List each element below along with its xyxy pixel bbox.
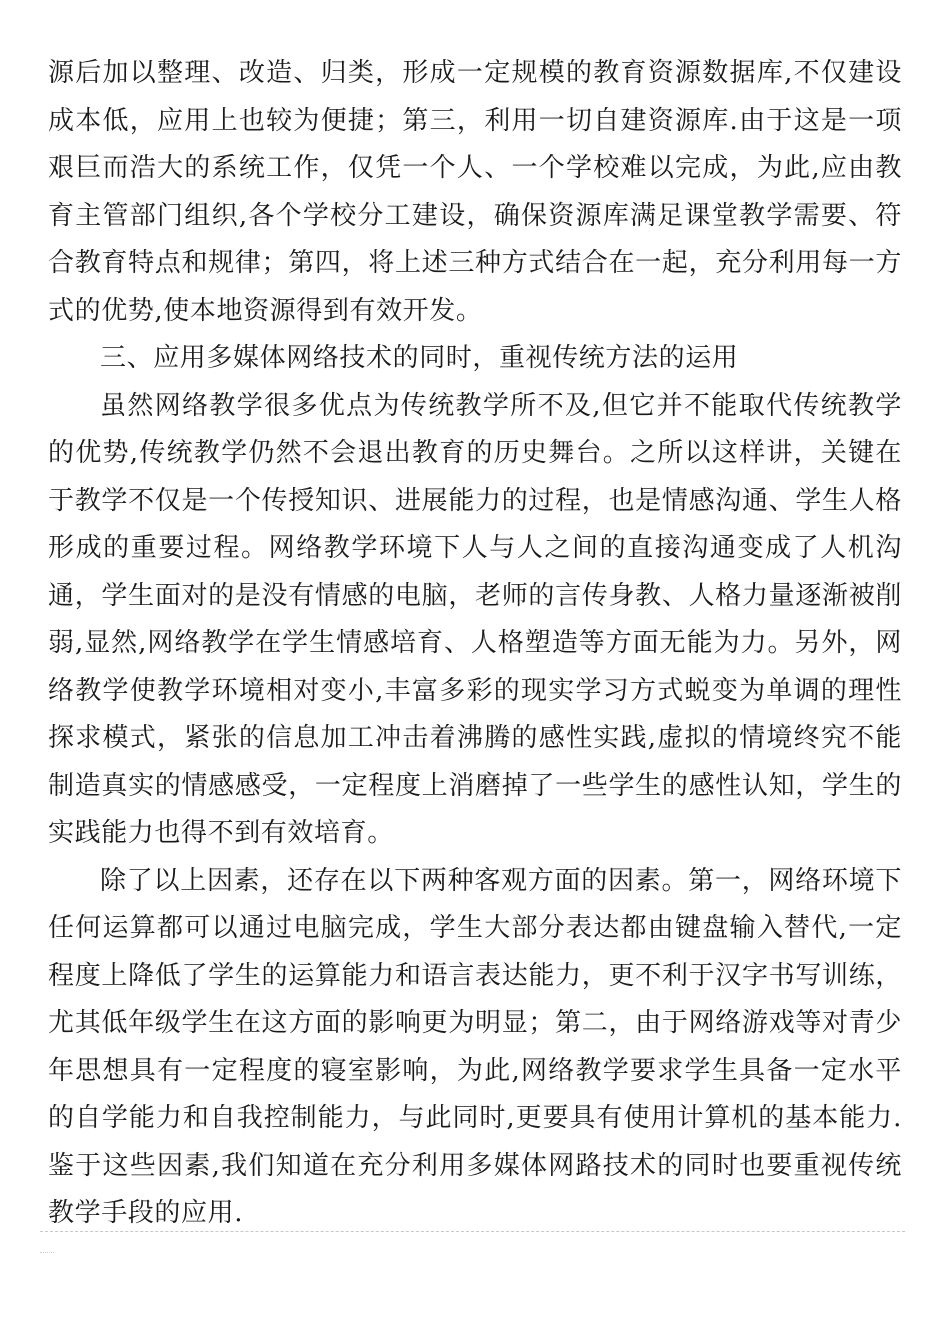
paragraph-continuation: 源后加以整理、改造、归类，形成一定规模的教育资源数据库,不仅建设成本低，应用上也较为便捷；第三，利用一切自建资源库.由于这是一项艰巨而浩大的系统工作，仅凭一个人、一个学校难以完成，为此,应由教育主管部门组织,各个学校分工建设，确保资源库满足课堂教学需要、符合教育特点和规律；第四，将上述三种方式结合在一起，充分利用每一方式的优势,使本地资源得到有效开发。 [48, 58, 902, 326]
paragraph-objective-factors: 除了以上因素，还存在以下两种客观方面的因素。第一，网络环境下任何运算都可以通过电脑完成，学生大部分表达都由键盘输入替代,一定程度上降低了学生的运算能力和语言表达能力，更不利于汉字书写训练，尤其低年级学生在这方面的影响更为明显；第二，由于网络游戏等对青少年思想具有一定程度的寝室影响，为此,网络教学要求学生具备一定水平的自学能力和自我控制能力，与此同时,更要具有使用计算机的基本能力.鉴于这些因素,我们知道在充分利用多媒体网路技术的同时也要重视传统教学手段的应用. [48, 865, 902, 1228]
page-divider [40, 1231, 905, 1232]
section-heading: 三、应用多媒体网络技术的同时，重视传统方法的运用 [100, 343, 739, 373]
paragraph-network-teaching: 虽然网络教学很多优点为传统教学所不及,但它并不能取代传统教学的优势,传统教学仍然不会退出教育的历史舞台。之所以这样讲，关键在于教学不仅是一个传授知识、进展能力的过程，也是情感沟通、学生人格形成的重要过程。网络教学环境下人与人之间的直接沟通变成了人机沟通，学生面对的是没有情感的电脑，老师的言传身教、人格力量逐渐被削弱,显然,网络教学在学生情感培育、人格塑造等方面无能为力。另外，网络教学使教学环境相对变小,丰富多彩的现实学习方式蜕变为单调的理性探求模式，紧张的信息加工冲击着沸腾的感性实践,虚拟的情境终究不能制造真实的情感感受，一定程度上消磨掉了一些学生的感性认知，学生的实践能力也得不到有效培育。 [48, 390, 902, 848]
document-body [48, 50, 902, 1238]
footer-mark [40, 1252, 54, 1253]
